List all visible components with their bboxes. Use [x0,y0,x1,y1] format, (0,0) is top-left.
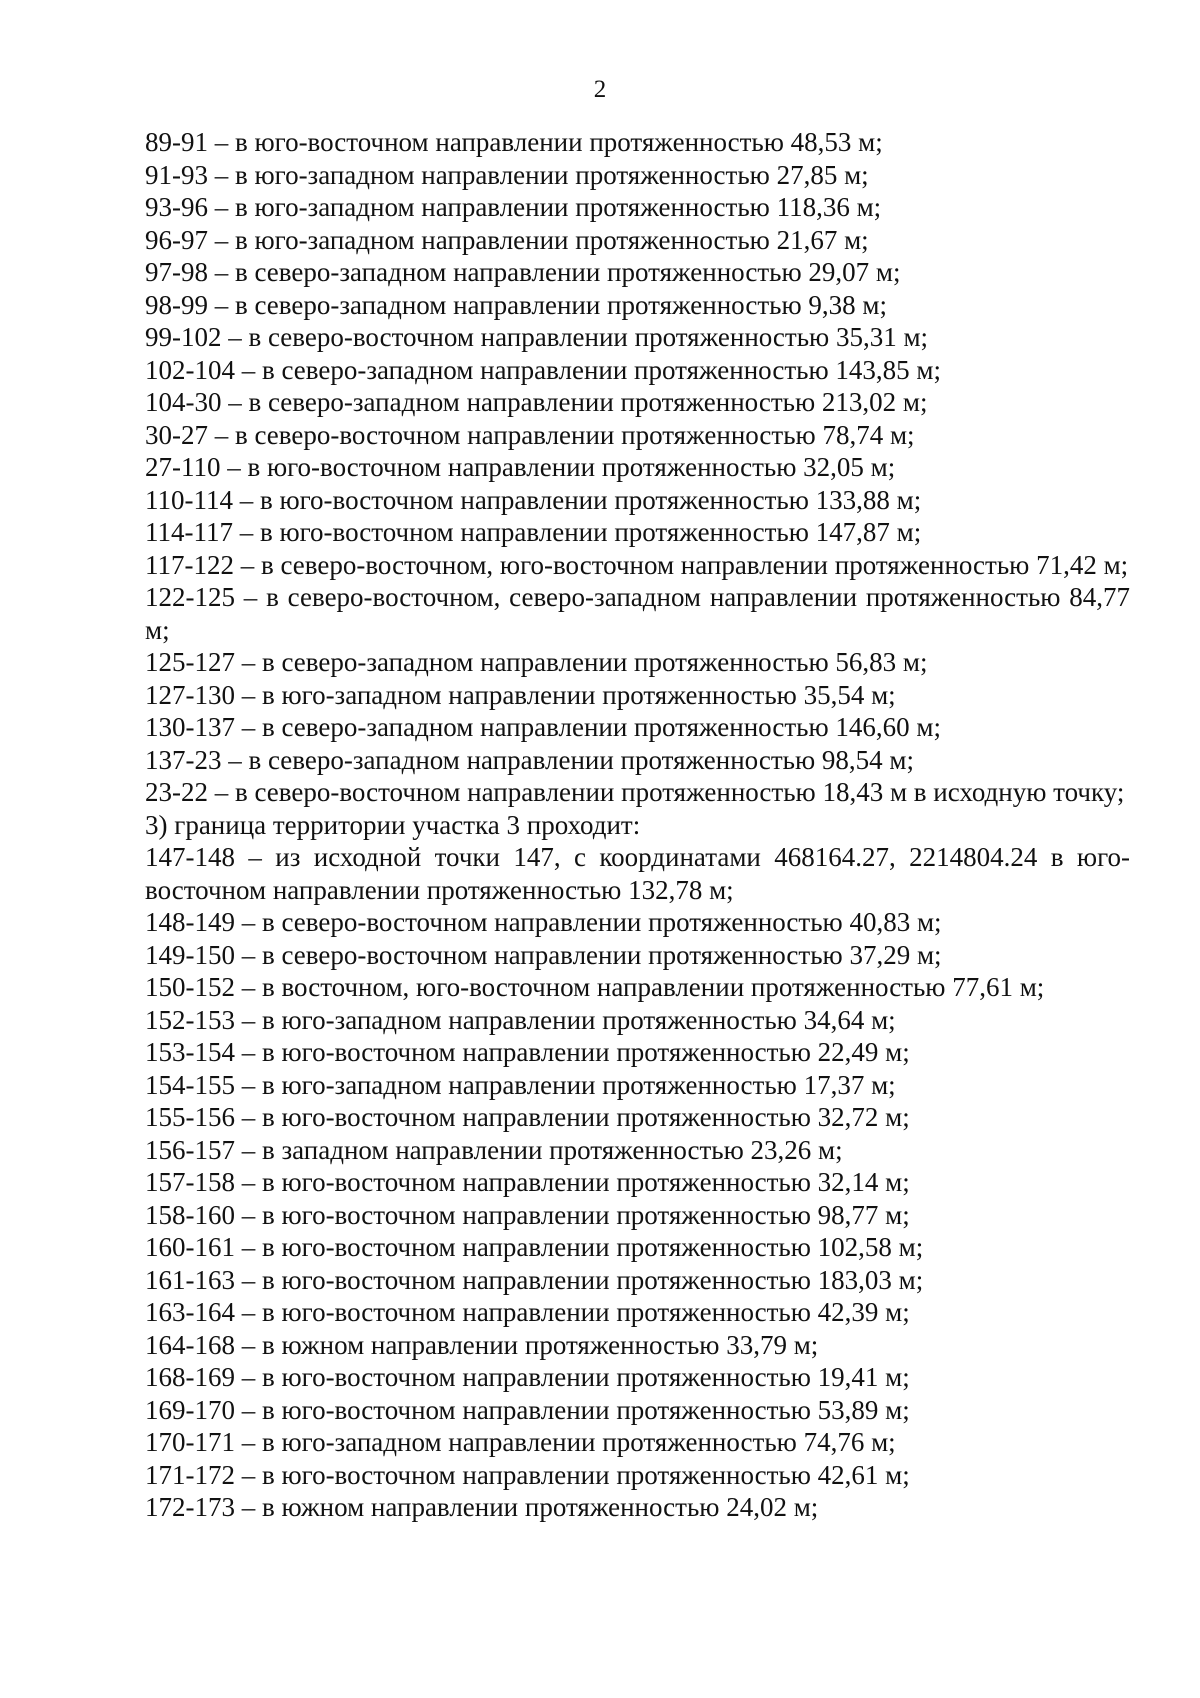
text-line: 152-153 – в юго-западном направлении протяженностью 34,64 м; [145,1004,896,1035]
text-line: 171-172 – в юго-восточном направлении протяженностью 42,61 м; [145,1459,910,1490]
text-line: 23-22 – в северо-восточном направлении протяженностью 18,43 м в исходную точку; [145,777,1125,807]
text-line: 104-30 – в северо-западном направлении протяженностью 213,02 м; [145,387,928,417]
text-line: 158-160 – в юго-восточном направлении протяженностью 98,77 м; [145,1199,910,1230]
boundary-description-text [145,126,1130,1524]
text-line: 102-104 – в северо-западном направлении протяженностью 143,85 м; [145,354,941,385]
text-line: 161-163 – в юго-восточном направлении протяженностью 183,03 м; [145,1264,924,1295]
text-line: 110-114 – в юго-восточном направлении протяженностью 133,88 м; [145,484,922,515]
text-line: 169-170 – в юго-восточном направлении протяженностью 53,89 м; [145,1394,910,1425]
text-line: 91-93 – в юго-западном направлении протяженностью 27,85 м; [145,159,869,190]
text-line: 127-130 – в юго-западном направлении протяженностью 35,54 м; [145,679,896,710]
text-line: 156-157 – в западном направлении протяженностью 23,26 м; [145,1134,843,1165]
text-line: 168-169 – в юго-восточном направлении протяженностью 19,41 м; [145,1362,910,1392]
text-line: 93-96 – в юго-западном направлении протяженностью 118,36 м; [145,192,882,222]
text-line: 170-171 – в юго-западном направлении протяженностью 74,76 м; [145,1427,896,1457]
text-line: 163-164 – в юго-восточном направлении протяженностью 42,39 м; [145,1297,910,1327]
text-line: 150-152 – в восточном, юго-восточном направлении протяженностью 77,61 м; [145,972,1045,1002]
text-line: 164-168 – в южном направлении протяженностью 33,79 м; [145,1329,819,1360]
text-line: 155-156 – в юго-восточном направлении протяженностью 32,72 м; [145,1102,910,1132]
text-line: 154-155 – в юго-западном направлении протяженностью 17,37 м; [145,1069,896,1100]
text-line: 148-149 – в северо-восточном направлении протяженностью 40,83 м; [145,907,942,937]
section-heading: 3) граница территории участка 3 проходит: [145,809,641,840]
text-line: 122-125 – в северо-восточном, северо-западном направлении протяженностью 84,77 м; [145,582,1130,645]
text-line: 97-98 – в северо-западном направлении протяженностью 29,07 м; [145,257,901,287]
text-line: 98-99 – в северо-западном направлении протяженностью 9,38 м; [145,289,887,320]
text-line: 99-102 – в северо-восточном направлении протяженностью 35,31 м; [145,322,929,352]
text-line: 157-158 – в юго-восточном направлении протяженностью 32,14 м; [145,1167,910,1197]
text-line: 96-97 – в юго-западном направлении протяженностью 21,67 м; [145,224,869,255]
text-line: 27-110 – в юго-восточном направлении протяженностью 32,05 м; [145,452,896,482]
text-line: 130-137 – в северо-западном направлении протяженностью 146,60 м; [145,712,941,742]
text-line: 30-27 – в северо-восточном направлении протяженностью 78,74 м; [145,419,915,450]
page-number: 2 [593,76,607,103]
text-line: 114-117 – в юго-восточном направлении протяженностью 147,87 м; [145,517,922,547]
text-line: 89-91 – в юго-восточном направлении протяженностью 48,53 м; [145,127,883,157]
text-line: 147-148 – из исходной точки 147, с координатами 468164.27, 2214804.24 в юго-восточном направлении протяженностью 132,78 м; [145,842,1130,905]
text-line: 172-173 – в южном направлении протяженностью 24,02 м; [145,1492,819,1522]
text-line: 117-122 – в северо-восточном, юго-восточном направлении протяженностью 71,42 м; [145,549,1129,580]
text-line: 149-150 – в северо-восточном направлении протяженностью 37,29 м; [145,939,942,970]
text-line: 137-23 – в северо-западном направлении протяженностью 98,54 м; [145,744,914,775]
text-line: 125-127 – в северо-западном направлении протяженностью 56,83 м; [145,647,928,677]
text-line: 160-161 – в юго-восточном направлении протяженностью 102,58 м; [145,1232,924,1262]
text-line: 153-154 – в юго-восточном направлении протяженностью 22,49 м; [145,1037,910,1067]
